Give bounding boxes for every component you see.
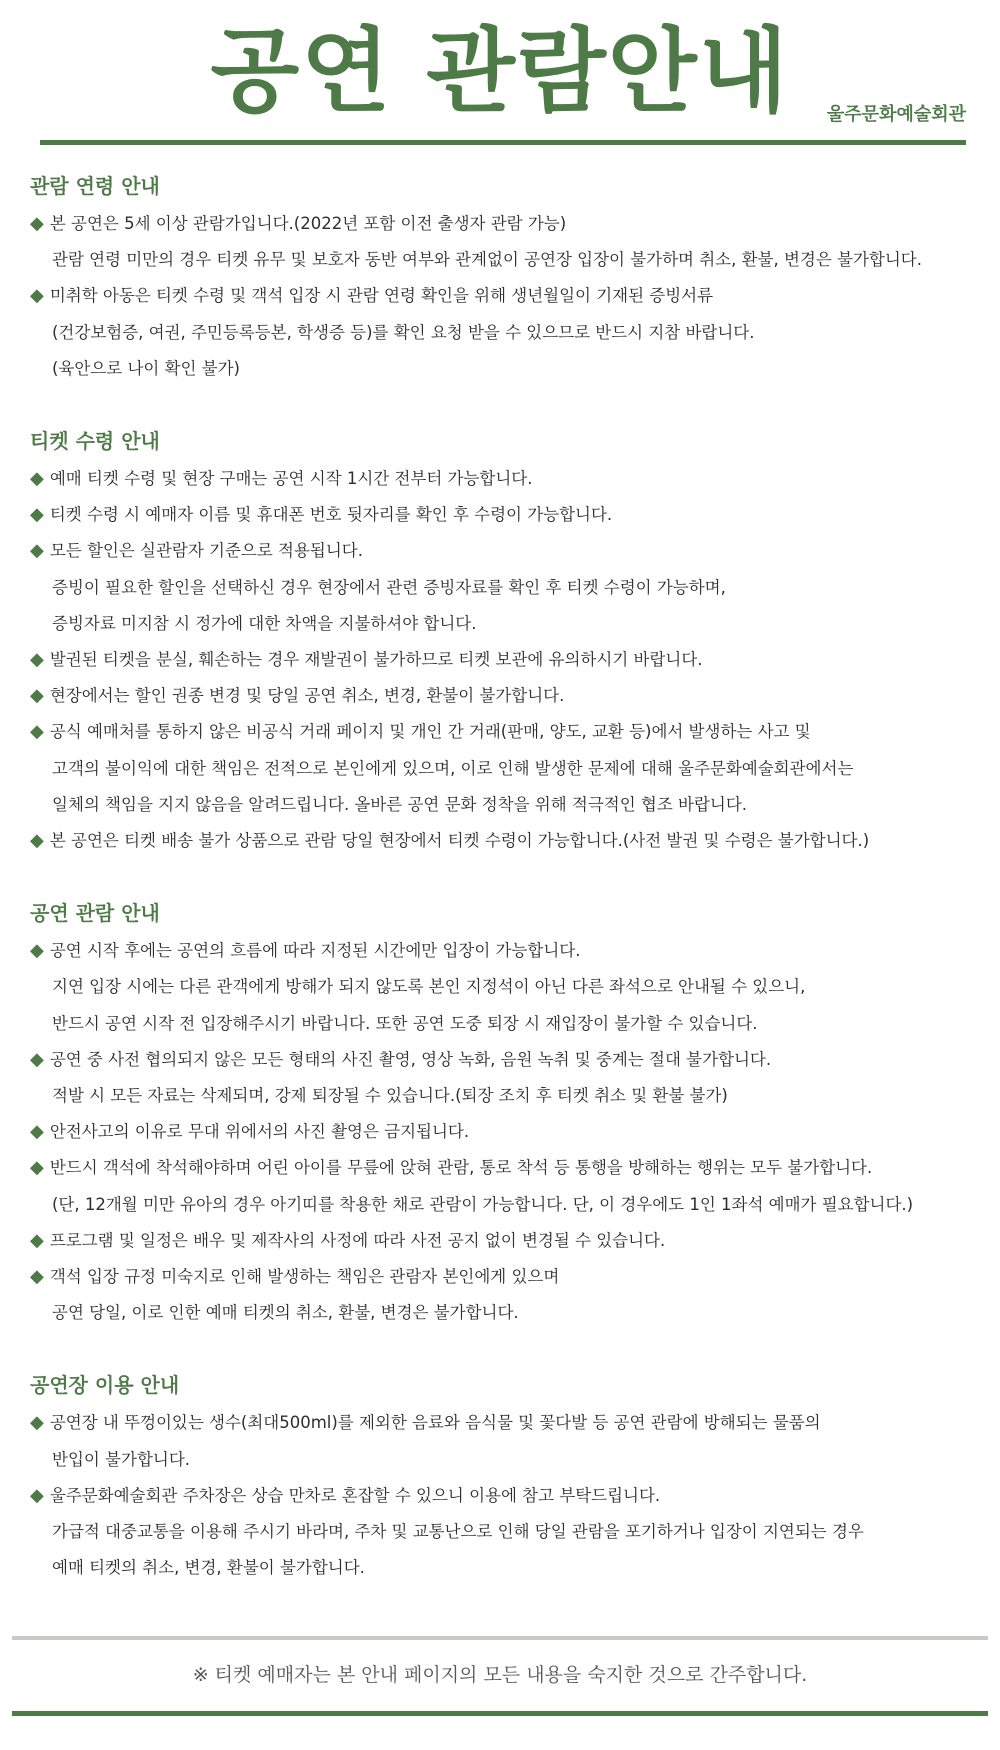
bullet-item: ◆ 안전사고의 이유로 무대 위에서의 사진 촬영은 금지됩니다. — [30, 1114, 975, 1150]
header-divider — [40, 140, 966, 145]
notice-section — [30, 1371, 975, 1586]
bullet-item: ◆ 공연장 내 뚜껑이있는 생수(최대500ml)를 제외한 음료와 음식물 및 꽃다발 등 공연 관람에 방해되는 물품의 — [30, 1405, 975, 1441]
continuation-line: 공연 당일, 이로 인한 예매 티켓의 취소, 환불, 변경은 불가합니다. — [52, 1303, 519, 1323]
section-title: 티켓 수령 안내 — [30, 429, 160, 454]
continuation-line: 지연 입장 시에는 다른 관객에게 방해가 되지 않도록 본인 지정석이 아닌 다른 좌석으로 안내될 수 있으니, — [52, 977, 806, 997]
bullet-item: ◆ 객석 입장 규정 미숙지로 인해 발생하는 책임은 관람자 본인에게 있으며 — [30, 1259, 975, 1295]
continuation-line: 반드시 공연 시작 전 입장해주시기 바랍니다. 또한 공연 도중 퇴장 시 재입장이 불가할 수 있습니다. — [52, 1013, 758, 1033]
bullet-item: ◆ 공연 중 사전 협의되지 않은 모든 형태의 사진 촬영, 영상 녹화, 음원 녹취 및 중계는 절대 불가합니다. — [30, 1042, 975, 1078]
continuation-line: (육안으로 나이 확인 불가) — [52, 358, 240, 378]
section-title: 공연장 이용 안내 — [30, 1373, 180, 1398]
page-header — [0, 0, 1000, 142]
venue-name: 울주문화예술회관 — [826, 104, 966, 125]
bullet-item: ◆ 프로그램 및 일정은 배우 및 제작사의 사정에 따라 사전 공지 없이 변경될 수 있습니다. — [30, 1223, 975, 1259]
continuation-line: 증빙이 필요한 할인을 선택하신 경우 현장에서 관련 증빙자료를 확인 후 티켓 수령이 가능하며, — [52, 577, 726, 597]
bullet-item: ◆ 발권된 티켓을 분실, 훼손하는 경우 재발권이 불가하므로 티켓 보관에 유의하시기 바랍니다. — [30, 642, 975, 678]
notice-section — [30, 899, 975, 1331]
bullet-item: ◆ 반드시 객석에 착석해야하며 어린 아이를 무릎에 앉혀 관람, 통로 착석 등 통행을 방해하는 행위는 모두 불가합니다. — [30, 1150, 975, 1186]
continuation-line: 고객의 불이익에 대한 책임은 전적으로 본인에게 있으며, 이로 인해 발생한 문제에 대해 울주문화예술회관에서는 — [52, 758, 854, 778]
bullet-item: ◆ 티켓 수령 시 예매자 이름 및 휴대폰 번호 뒷자리를 확인 후 수령이 가능합니다. — [30, 497, 975, 533]
bullet-item: ◆ 예매 티켓 수령 및 현장 구매는 공연 시작 1시간 전부터 가능합니다. — [30, 461, 975, 497]
continuation-line: 가급적 대중교통을 이용해 주시기 바라며, 주차 및 교통난으로 인해 당일 관람을 포기하거나 입장이 지연되는 경우 — [52, 1522, 864, 1542]
notice-content — [30, 172, 975, 1627]
bullet-item: ◆ 공연 시작 후에는 공연의 흐름에 따라 지정된 시간에만 입장이 가능합니다. — [30, 933, 975, 969]
notice-section — [30, 427, 975, 859]
continuation-line: 증빙자료 미지참 시 정가에 대한 차액을 지불하셔야 합니다. — [52, 613, 477, 633]
bullet-item: ◆ 본 공연은 5세 이상 관람가입니다.(2022년 포함 이전 출생자 관람 가능) — [30, 206, 975, 242]
page-title: 공연 관람안내 — [210, 17, 790, 125]
bullet-item: ◆ 미취학 아동은 티켓 수령 및 객석 입장 시 관람 연령 확인을 위해 생년월일이 기재된 증빙서류 — [30, 278, 975, 314]
footer-note: ※ 티켓 예매자는 본 안내 페이지의 모든 내용을 숙지한 것으로 간주합니다. — [192, 1664, 808, 1686]
bullet-item: ◆ 울주문화예술회관 주차장은 상습 만차로 혼잡할 수 있으니 이용에 참고 부탁드립니다. — [30, 1478, 975, 1514]
continuation-line: 관람 연령 미만의 경우 티켓 유무 및 보호자 동반 여부와 관계없이 공연장 입장이 불가하며 취소, 환불, 변경은 불가합니다. — [52, 250, 922, 270]
bullet-item: ◆ 현장에서는 할인 권종 변경 및 당일 공연 취소, 변경, 환불이 불가합니다. — [30, 678, 975, 714]
continuation-line: (건강보험증, 여권, 주민등록등본, 학생증 등)를 확인 요청 받을 수 있으므로 반드시 지참 바랍니다. — [52, 322, 755, 342]
footer-divider — [12, 1711, 988, 1716]
bullet-item: ◆ 모든 할인은 실관람자 기준으로 적용됩니다. — [30, 533, 975, 569]
notice-section — [30, 172, 975, 387]
section-title: 관람 연령 안내 — [30, 174, 160, 198]
continuation-line: (단, 12개월 미만 유아의 경우 아기띠를 착용한 채로 관람이 가능합니다. 단, 이 경우에도 1인 1좌석 예매가 필요합니다.) — [52, 1194, 914, 1214]
section-title: 공연 관람 안내 — [30, 901, 160, 926]
continuation-line: 일체의 책임을 지지 않음을 알려드립니다. 올바른 공연 문화 정착을 위해 적극적인 협조 바랍니다. — [52, 794, 748, 814]
continuation-line: 예매 티켓의 취소, 변경, 환불이 불가합니다. — [52, 1558, 365, 1578]
bullet-item: ◆ 본 공연은 티켓 배송 불가 상품으로 관람 당일 현장에서 티켓 수령이 가능합니다.(사전 발권 및 수령은 불가합니다.) — [30, 823, 975, 859]
continuation-line: 반입이 불가합니다. — [52, 1449, 191, 1469]
continuation-line: 적발 시 모든 자료는 삭제되며, 강제 퇴장될 수 있습니다.(퇴장 조치 후 티켓 취소 및 환불 불가) — [52, 1086, 728, 1106]
footer-divider-light — [12, 1636, 988, 1640]
bullet-item: ◆ 공식 예매처를 통하지 않은 비공식 거래 페이지 및 개인 간 거래(판매, 양도, 교환 등)에서 발생하는 사고 및 — [30, 714, 975, 750]
